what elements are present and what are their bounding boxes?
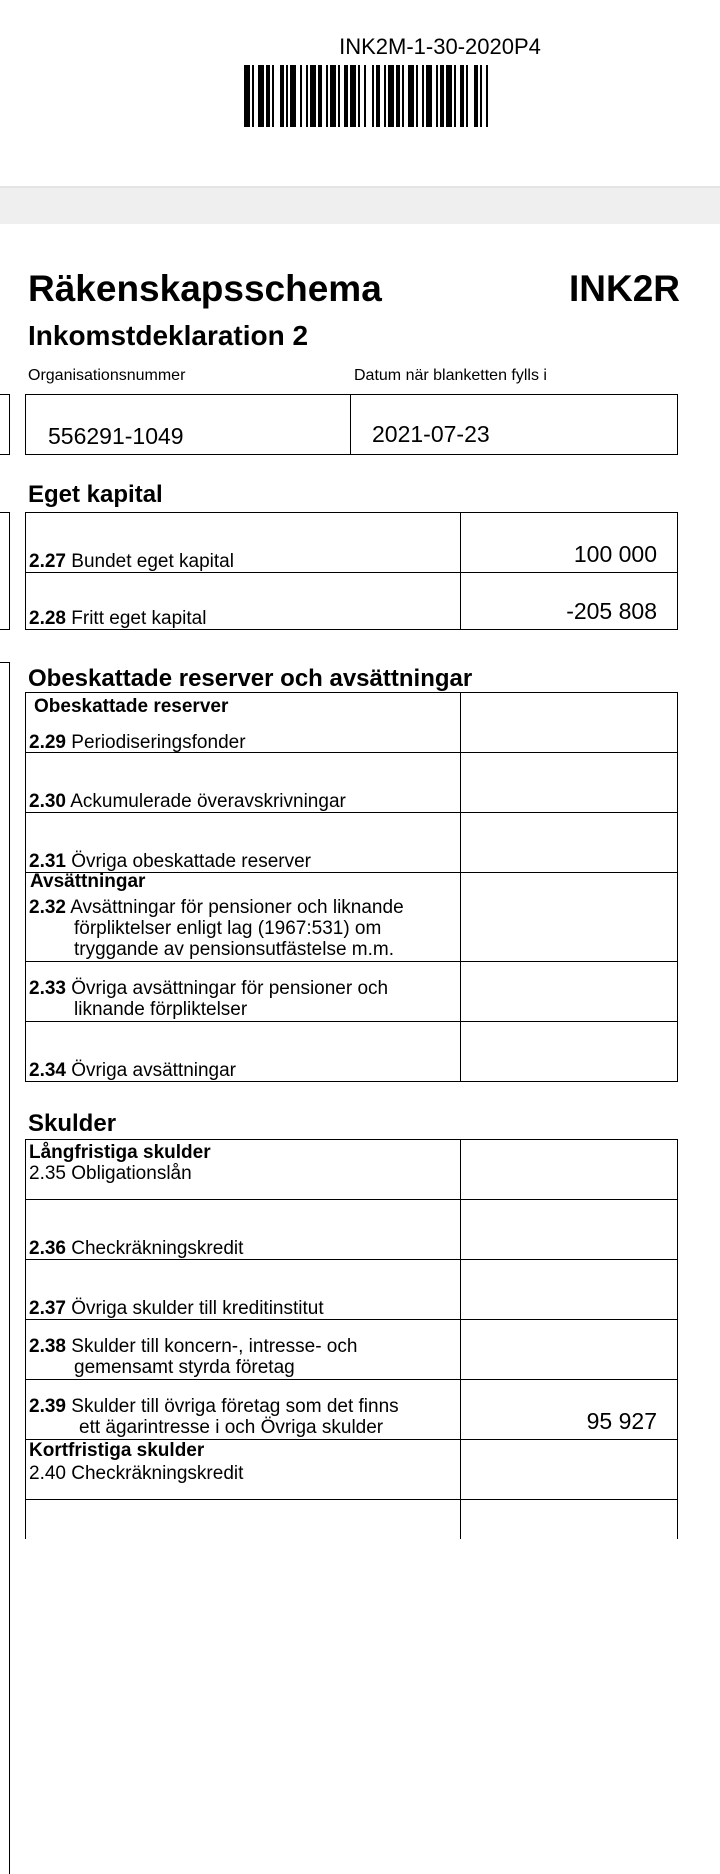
barcode bbox=[244, 65, 664, 127]
row-number: 2.29 bbox=[29, 732, 66, 753]
row-number: 2.30 bbox=[29, 791, 66, 812]
row-label: Periodiseringsfonder bbox=[71, 732, 246, 753]
row-2-29 bbox=[25, 692, 678, 753]
date-label: Datum när blanketten fylls i bbox=[354, 367, 547, 384]
row-2-33 bbox=[25, 961, 678, 1022]
row-number: 2.32 bbox=[29, 897, 66, 918]
row-number: 2.33 bbox=[29, 978, 66, 999]
adjacent-page-edge bbox=[0, 394, 10, 455]
subhead-kortfristiga: Kortfristiga skulder bbox=[29, 1440, 205, 1461]
subhead-langfristiga: Långfristiga skulder bbox=[29, 1142, 211, 1163]
row-number: 2.31 bbox=[29, 851, 66, 872]
page-subtitle: Inkomstdeklaration 2 bbox=[28, 320, 309, 351]
row-label: Övriga obeskattade reserver bbox=[71, 851, 311, 872]
value-2-28[interactable]: -205 808 bbox=[566, 598, 657, 624]
row-label: Bundet eget kapital bbox=[71, 551, 234, 572]
row-2-27 bbox=[25, 512, 678, 573]
row-2-35 bbox=[25, 1139, 678, 1200]
row-label: förpliktelser enligt lag (1967:531) om bbox=[74, 918, 382, 939]
row-label: Checkräkningskredit bbox=[71, 1238, 244, 1259]
row-label: Ackumulerade överavskrivningar bbox=[70, 791, 346, 812]
row-number: 2.27 bbox=[29, 551, 66, 572]
row-label: Övriga skulder till kreditinstitut bbox=[71, 1298, 324, 1319]
row-2-34 bbox=[25, 1021, 678, 1082]
row-label: gemensamt styrda företag bbox=[74, 1357, 295, 1378]
row-2-36 bbox=[25, 1199, 678, 1260]
row-2-28 bbox=[25, 572, 678, 630]
row-label: Övriga avsättningar för pensioner och bbox=[71, 978, 389, 999]
page-title: Räkenskapsschema bbox=[28, 268, 382, 309]
adjacent-page-edge bbox=[0, 512, 10, 630]
form-code: INK2M-1-30-2020P4 bbox=[339, 34, 541, 59]
adjacent-page-edge bbox=[0, 662, 10, 1874]
row-label: tryggande av pensionsutfästelse m.m. bbox=[74, 939, 395, 960]
row-number: 2.34 bbox=[29, 1060, 66, 1081]
section-obeskattade: Obeskattade reserver och avsättningar bbox=[28, 665, 473, 692]
row-2-30 bbox=[25, 752, 678, 813]
section-skulder: Skulder bbox=[28, 1110, 117, 1137]
value-2-27[interactable]: 100 000 bbox=[573, 541, 657, 567]
row-2-40 bbox=[25, 1439, 678, 1500]
row-label: Fritt eget kapital bbox=[71, 608, 207, 629]
row-number: 2.36 bbox=[29, 1238, 66, 1259]
row-label: 2.35 Obligationslån bbox=[29, 1163, 192, 1184]
form-id: INK2R bbox=[569, 268, 681, 309]
org-number-label: Organisationsnummer bbox=[28, 367, 186, 384]
date-field[interactable]: 2021-07-23 bbox=[372, 421, 490, 447]
org-date-box bbox=[25, 394, 678, 455]
subhead-avsattningar: Avsättningar bbox=[30, 871, 146, 892]
row-label: Övriga avsättningar bbox=[71, 1060, 237, 1081]
row-number: 2.28 bbox=[29, 608, 66, 629]
row-2-38 bbox=[25, 1319, 678, 1380]
row-label: Skulder till övriga företag som det finns bbox=[71, 1396, 399, 1417]
row-label: ett ägarintresse i och Övriga skulder bbox=[79, 1417, 384, 1438]
row-label: Skulder till koncern-, intresse- och bbox=[71, 1336, 358, 1357]
row-2-37 bbox=[25, 1259, 678, 1320]
section-eget-kapital: Eget kapital bbox=[28, 481, 163, 508]
row-2-32 bbox=[25, 872, 678, 962]
org-number-field[interactable]: 556291-1049 bbox=[48, 423, 184, 449]
row-2-39 bbox=[25, 1379, 678, 1440]
row-label: liknande förpliktelser bbox=[74, 999, 248, 1020]
row-2-31 bbox=[25, 812, 678, 873]
row-label: Avsättningar för pensioner och liknande bbox=[70, 897, 404, 918]
row-number: 2.38 bbox=[29, 1336, 66, 1357]
subhead-obeskattade-reserver: Obeskattade reserver bbox=[34, 696, 229, 717]
row-label: 2.40 Checkräkningskredit bbox=[29, 1463, 244, 1484]
page-gap bbox=[0, 186, 720, 224]
value-2-39[interactable]: 95 927 bbox=[586, 1408, 657, 1434]
row-number: 2.39 bbox=[29, 1396, 66, 1417]
row-next bbox=[25, 1499, 678, 1539]
row-number: 2.37 bbox=[29, 1298, 66, 1319]
